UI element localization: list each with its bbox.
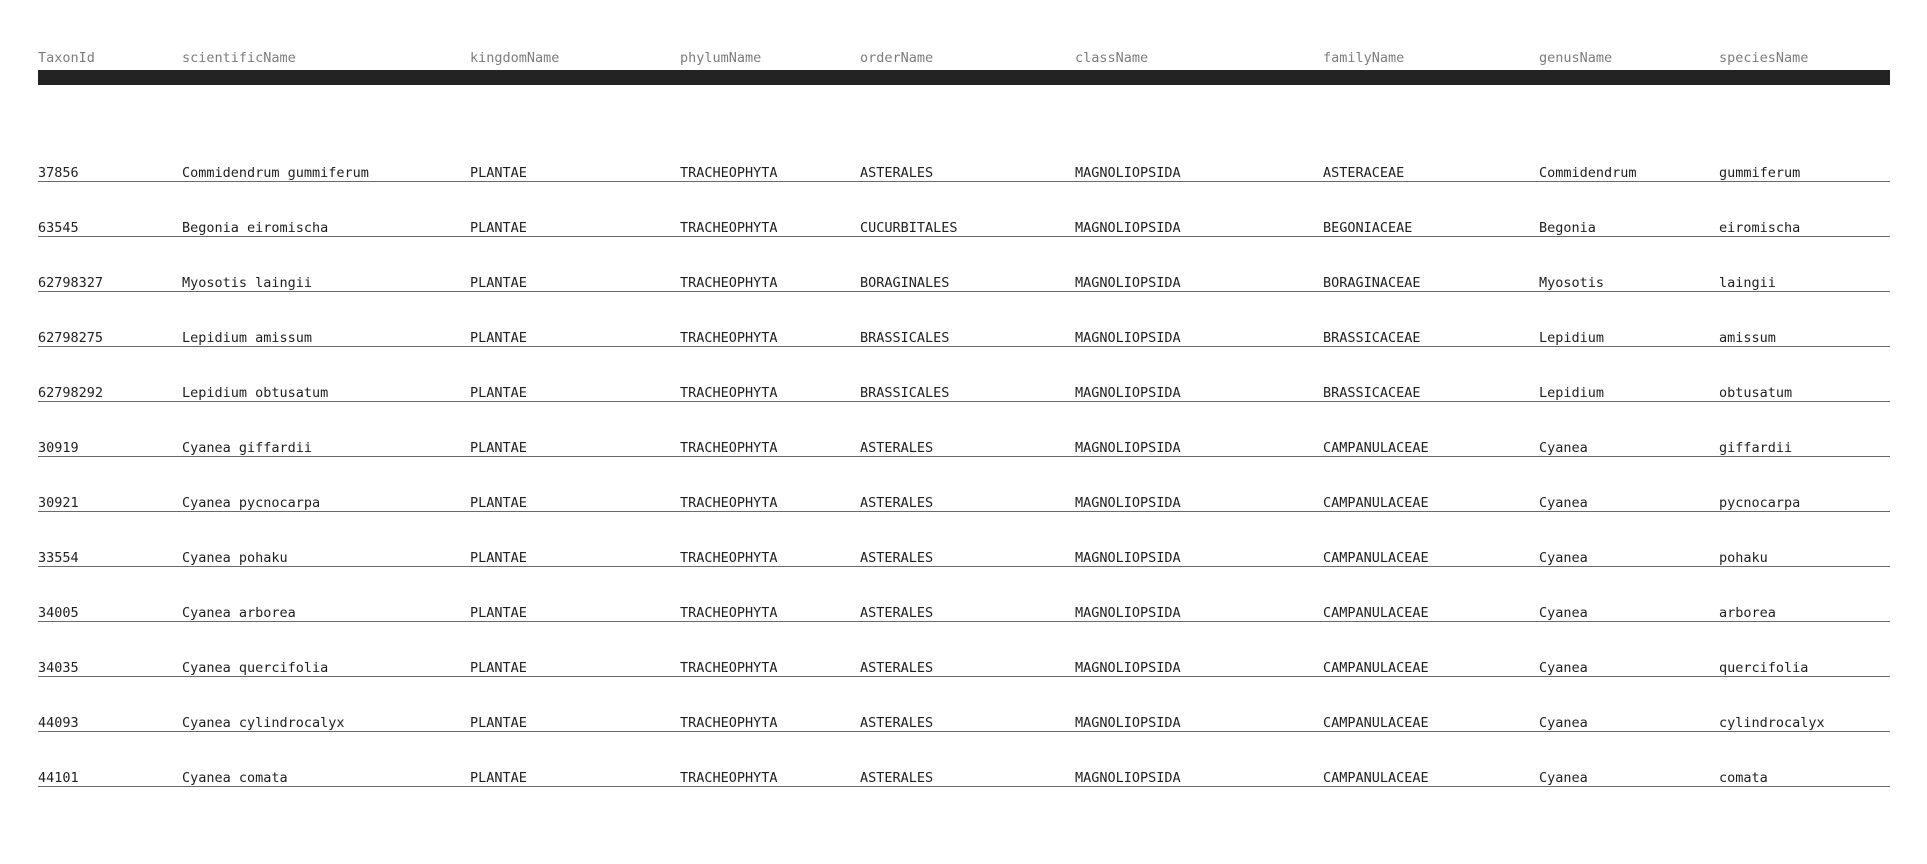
taxonid-cell: 34005 (38, 605, 79, 621)
ordername-cell: BRASSICALES (860, 330, 950, 346)
kingdomname-cell: PLANTAE (470, 440, 527, 456)
familyname-cell: CAMPANULACEAE (1323, 660, 1429, 676)
speciesname-cell: cylindrocalyx (1719, 715, 1825, 731)
table-row[interactable] (38, 622, 1890, 677)
genusname-cell: Myosotis (1539, 275, 1605, 291)
ordername-cell: ASTERALES (860, 550, 934, 566)
genusname-cell: Lepidium (1539, 330, 1605, 346)
phylumname-cell: TRACHEOPHYTA (680, 495, 778, 511)
kingdomname-cell: PLANTAE (470, 605, 527, 621)
genusname-cell: Cyanea (1539, 715, 1588, 731)
phylumname-cell: TRACHEOPHYTA (680, 715, 778, 731)
familyname-cell: BEGONIACEAE (1323, 220, 1413, 236)
familyname-cell: CAMPANULACEAE (1323, 605, 1429, 621)
speciesname-cell: amissum (1719, 330, 1776, 346)
classname-cell: MAGNOLIOPSIDA (1075, 660, 1181, 676)
classname-cell: MAGNOLIOPSIDA (1075, 165, 1181, 181)
kingdomname-cell: PLANTAE (470, 550, 527, 566)
classname-cell: MAGNOLIOPSIDA (1075, 440, 1181, 456)
genusname-cell: Cyanea (1539, 660, 1588, 676)
table-row[interactable] (38, 347, 1890, 402)
ordername-cell: ASTERALES (860, 770, 934, 786)
genusname-cell: Commidendrum (1539, 165, 1637, 181)
column-header-taxonid[interactable]: TaxonId (38, 50, 95, 66)
table-row[interactable] (38, 182, 1890, 237)
taxonid-cell: 34035 (38, 660, 79, 676)
ordername-cell: CUCURBITALES (860, 220, 958, 236)
taxonid-cell: 33554 (38, 550, 79, 566)
taxonid-cell: 30919 (38, 440, 79, 456)
speciesname-cell: arborea (1719, 605, 1776, 621)
genusname-cell: Cyanea (1539, 550, 1588, 566)
classname-cell: MAGNOLIOPSIDA (1075, 385, 1181, 401)
ordername-cell: BORAGINALES (860, 275, 950, 291)
phylumname-cell: TRACHEOPHYTA (680, 770, 778, 786)
scientificname-cell: Cyanea arborea (182, 605, 296, 621)
speciesname-cell: obtusatum (1719, 385, 1793, 401)
table-row[interactable] (38, 292, 1890, 347)
kingdomname-cell: PLANTAE (470, 715, 527, 731)
phylumname-cell: TRACHEOPHYTA (680, 330, 778, 346)
table-row[interactable] (38, 677, 1890, 732)
kingdomname-cell: PLANTAE (470, 220, 527, 236)
phylumname-cell: TRACHEOPHYTA (680, 550, 778, 566)
column-header-kingdomname[interactable]: kingdomName (470, 50, 560, 66)
ordername-cell: ASTERALES (860, 715, 934, 731)
scientificname-cell: Cyanea pycnocarpa (182, 495, 321, 511)
scientificname-cell: Cyanea cylindrocalyx (182, 715, 345, 731)
familyname-cell: BRASSICACEAE (1323, 330, 1421, 346)
scientificname-cell: Begonia eiromischa (182, 220, 329, 236)
ordername-cell: ASTERALES (860, 495, 934, 511)
table-row[interactable] (38, 512, 1890, 567)
column-header-scientificname[interactable]: scientificName (182, 50, 296, 66)
scientificname-cell: Cyanea pohaku (182, 550, 288, 566)
scientificname-cell: Cyanea comata (182, 770, 288, 786)
genusname-cell: Cyanea (1539, 440, 1588, 456)
classname-cell: MAGNOLIOPSIDA (1075, 715, 1181, 731)
classname-cell: MAGNOLIOPSIDA (1075, 330, 1181, 346)
speciesname-cell: eiromischa (1719, 220, 1801, 236)
phylumname-cell: TRACHEOPHYTA (680, 605, 778, 621)
scientificname-cell: Lepidium obtusatum (182, 385, 329, 401)
phylumname-cell: TRACHEOPHYTA (680, 385, 778, 401)
kingdomname-cell: PLANTAE (470, 275, 527, 291)
kingdomname-cell: PLANTAE (470, 330, 527, 346)
familyname-cell: BORAGINACEAE (1323, 275, 1421, 291)
taxonid-cell: 37856 (38, 165, 79, 181)
classname-cell: MAGNOLIOPSIDA (1075, 275, 1181, 291)
taxonid-cell: 62798327 (38, 275, 104, 291)
ordername-cell: ASTERALES (860, 440, 934, 456)
header-spacer (38, 85, 1890, 127)
taxonid-cell: 62798292 (38, 385, 104, 401)
familyname-cell: CAMPANULACEAE (1323, 440, 1429, 456)
genusname-cell: Begonia (1539, 220, 1596, 236)
column-header-speciesname[interactable]: speciesName (1719, 50, 1809, 66)
header-divider (38, 70, 1890, 85)
speciesname-cell: pycnocarpa (1719, 495, 1801, 511)
column-header-classname[interactable]: className (1075, 50, 1149, 66)
kingdomname-cell: PLANTAE (470, 495, 527, 511)
ordername-cell: ASTERALES (860, 605, 934, 621)
ordername-cell: ASTERALES (860, 660, 934, 676)
kingdomname-cell: PLANTAE (470, 660, 527, 676)
table-row[interactable] (38, 567, 1890, 622)
scientificname-cell: Cyanea quercifolia (182, 660, 329, 676)
kingdomname-cell: PLANTAE (470, 770, 527, 786)
phylumname-cell: TRACHEOPHYTA (680, 660, 778, 676)
taxon-table (38, 44, 1890, 787)
taxonid-cell: 44101 (38, 770, 79, 786)
classname-cell: MAGNOLIOPSIDA (1075, 495, 1181, 511)
familyname-cell: ASTERACEAE (1323, 165, 1405, 181)
taxonid-cell: 44093 (38, 715, 79, 731)
column-header-familyname[interactable]: familyName (1323, 50, 1405, 66)
speciesname-cell: pohaku (1719, 550, 1768, 566)
kingdomname-cell: PLANTAE (470, 385, 527, 401)
genusname-cell: Cyanea (1539, 495, 1588, 511)
genusname-cell: Cyanea (1539, 770, 1588, 786)
familyname-cell: CAMPANULACEAE (1323, 550, 1429, 566)
ordername-cell: BRASSICALES (860, 385, 950, 401)
classname-cell: MAGNOLIOPSIDA (1075, 550, 1181, 566)
table-row[interactable] (38, 237, 1890, 292)
speciesname-cell: comata (1719, 770, 1768, 786)
speciesname-cell: giffardii (1719, 440, 1793, 456)
speciesname-cell: laingii (1719, 275, 1776, 291)
familyname-cell: BRASSICACEAE (1323, 385, 1421, 401)
table-row[interactable] (38, 732, 1890, 787)
speciesname-cell: gummiferum (1719, 165, 1801, 181)
taxonid-cell: 62798275 (38, 330, 104, 346)
classname-cell: MAGNOLIOPSIDA (1075, 220, 1181, 236)
classname-cell: MAGNOLIOPSIDA (1075, 770, 1181, 786)
speciesname-cell: quercifolia (1719, 660, 1809, 676)
taxonid-cell: 30921 (38, 495, 79, 511)
column-header-genusname[interactable]: genusName (1539, 50, 1613, 66)
genusname-cell: Cyanea (1539, 605, 1588, 621)
genusname-cell: Lepidium (1539, 385, 1605, 401)
kingdomname-cell: PLANTAE (470, 165, 527, 181)
table-row[interactable] (38, 127, 1890, 182)
scientificname-cell: Lepidium amissum (182, 330, 313, 346)
familyname-cell: CAMPANULACEAE (1323, 715, 1429, 731)
phylumname-cell: TRACHEOPHYTA (680, 275, 778, 291)
scientificname-cell: Cyanea giffardii (182, 440, 313, 456)
ordername-cell: ASTERALES (860, 165, 934, 181)
taxonid-cell: 63545 (38, 220, 79, 236)
familyname-cell: CAMPANULACEAE (1323, 770, 1429, 786)
table-row[interactable] (38, 402, 1890, 457)
table-row[interactable] (38, 457, 1890, 512)
scientificname-cell: Myosotis laingii (182, 275, 313, 291)
column-header-phylumname[interactable]: phylumName (680, 50, 762, 66)
phylumname-cell: TRACHEOPHYTA (680, 440, 778, 456)
table-body (38, 127, 1890, 787)
familyname-cell: CAMPANULACEAE (1323, 495, 1429, 511)
phylumname-cell: TRACHEOPHYTA (680, 165, 778, 181)
table-header-row (38, 44, 1890, 70)
column-header-ordername[interactable]: orderName (860, 50, 934, 66)
phylumname-cell: TRACHEOPHYTA (680, 220, 778, 236)
scientificname-cell: Commidendrum gummiferum (182, 165, 369, 181)
classname-cell: MAGNOLIOPSIDA (1075, 605, 1181, 621)
